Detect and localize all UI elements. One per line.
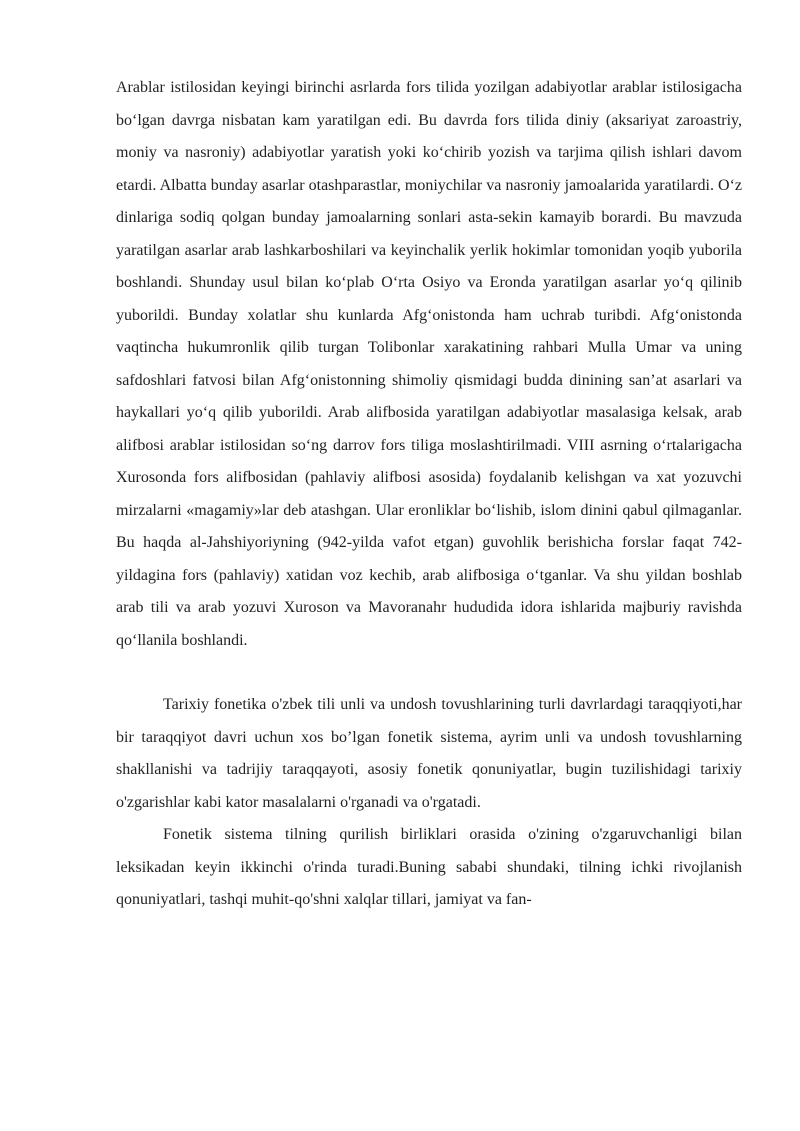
paragraph-historical-phonetics: Tarixiy fonetika o'zbek tili unli va undosh tovushlarining turli davrlardagi taraqqiyoti,har bir taraqqiyot davri uchun xos bo’lgan fonetik sistema, ayrim unli va undosh tovushlarning shakllanishi va tadrijiy taraqqayoti, asosiy fonetik qonuniyatlar, bugin tuzilishidagi tarixiy o'zgarishlar kabi kator masalalarni o'rganadi va o'rgatadi. bbox=[116, 696, 742, 811]
paragraph-gap bbox=[116, 657, 742, 689]
document-page bbox=[116, 72, 742, 917]
paragraph-arab-conquest: Arablar istilosidan keyingi birinchi asrlarda fors tilida yozilgan adabiyotlar arablar istilosigacha bo‘lgan davrga nisbatan kam yaratilgan edi. Bu davrda fors tilida diniy (aksariyat zaroastriy, moniy va nasroniy) adabiyotlar yaratish yoki ko‘chirib yozish va tarjima qilish ishlari davom etardi. Albatta bunday asarlar otashparastlar, moniychilar va nasroniy jamoalarida yaratilardi. O‘z dinlariga sodiq qolgan bunday jamoalarning sonlari asta-sekin kamayib borardi. Bu mavzuda yaratilgan asarlar arab lashkarboshilari va keyinchalik yerlik hokimlar tomonidan yoqib yuborila boshlandi. Shunday usul bilan ko‘plab O‘rta Osiyo va Eronda yaratilgan asarlar yo‘q qilinib yuborildi. Bunday xolatlar shu kunlarda Afg‘onistonda ham uchrab turibdi. Afg‘onistonda vaqtincha hukumronlik qilib turgan Tolibonlar xarakatining rahbari Mulla Umar va uning safdoshlari fatvosi bilan Afg‘onistonning shimoliy qismidagi budda dinining san’at asarlari va haykallari yo‘q qilib yuborildi. Arab alifbosida yaratilgan adabiyotlar masalasiga kelsak, arab alifbosi arablar istilosidan so‘ng darrov fors tiliga moslashtirilmadi. VIII asrning o‘rtalarigacha Xurosonda fors alifbosidan (pahlaviy alifbosi asosida) foydalanib kelishgan va xat yozuvchi mirzalarni «magamiy»lar deb atashgan. Ular eronliklar bo‘lishib, islom dinini qabul qilmaganlar. Bu haqda al-Jahshiyoriyning (942-yilda vafot etgan) guvohlik berishicha forslar faqat 742-yildagina fors (pahlaviy) xatidan voz kechib, arab alifbosiga o‘tganlar. Va shu yildan boshlab arab tili va arab yozuvi Xuroson va Mavoranahr hududida idora ishlarida majburiy ravishda qo‘llanila boshlandi. bbox=[116, 79, 742, 649]
paragraph-phonetic-system: Fonetik sistema tilning qurilish birliklari orasida o'zining o'zgaruvchanligi bilan leksikadan keyin ikkinchi o'rinda turadi.Buning sababi shundaki, tilning ichki rivojlanish qonuniyatlari, tashqi muhit-qo'shni xalqlar tillari, jamiyat va fan- bbox=[116, 826, 742, 908]
